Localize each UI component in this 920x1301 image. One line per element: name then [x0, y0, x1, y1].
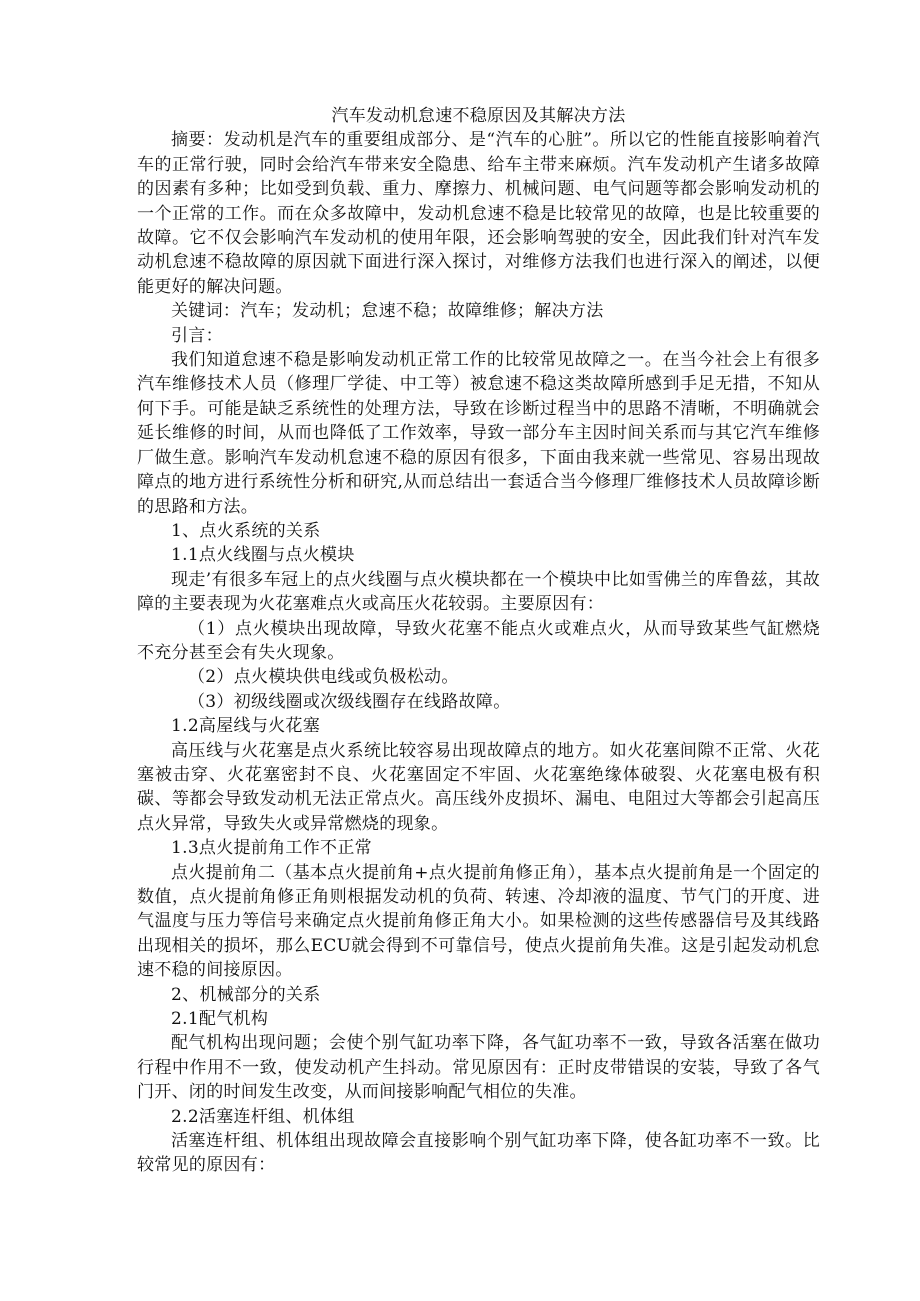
- list-item: （1）点火模块出现故障，导致火花塞不能点火或难点火，从而导致某些气缸燃烧不充分甚至会有失火现象。: [137, 618, 820, 663]
- body-paragraph: 现走’有很多车冠上的点火线圈与点火模块都在一个模块中比如雪佛兰的库鲁兹，其故障的主要表现为火花塞难点火或高压火花较弱。主要原因有：: [137, 569, 820, 615]
- keywords-paragraph: 关键词：汽车；发动机；怠速不稳；故障维修；解决方法: [171, 301, 604, 322]
- intro-label: 引言：: [171, 325, 223, 346]
- section-heading-2: 2、机械部分的关系: [171, 984, 321, 1005]
- subsection-heading-1-2: 1.2高屋线与火花塞: [171, 716, 321, 737]
- document-title: 汽车发动机怠速不稳原因及其解决方法: [331, 106, 626, 126]
- list-item: （2）点火模块供电线或负极松动。: [188, 667, 459, 688]
- document-body: [137, 104, 820, 1178]
- subsection-heading-2-1: 2.1配气机构: [171, 1009, 269, 1030]
- abstract-paragraph: 摘要：发动机是汽车的重要组成部分、是“汽车的心脏”。所以它的性能直接影响着汽车的正常行驶，同时会给汽车带来安全隐患、给车主带来麻烦。汽车发动机产生诸多故障的因素有多种；比如受到负载、重力、摩擦力、机械问题、电气问题等都会影响发动机的一个正常的工作。而在众多故障中，发动机怠速不稳是比较常见的故障，也是比较重要的故障。它不仅会影响汽车发动机的使用年限，还会影响驾驶的安全，因此我们针对汽车发动机怠速不稳故障的原因就下面进行深入探讨，对维修方法我们也进行深入的阐述，以便能更好的解决问题。: [137, 130, 820, 297]
- intro-paragraph: 我们知道怠速不稳是影响发动机正常工作的比较常见故障之一。在当今社会上有很多汽车维修技术人员（修理厂学徒、中工等）被怠速不稳这类故障所感到手足无措，不知从何下手。可能是缺乏系统性的处理方法，导致在诊断过程当中的思路不清晰，不明确就会延长维修的时间，从而也降低了工作效率，导致一部分车主因时间关系而与其它汽车维修厂做生意。影响汽车发动机怠速不稳的原因有很多，下面由我来就一些常见、容易出现故障点的地方进行系统性分析和研究,从而总结出一套适合当今修理厂维修技术人员故障诊断的思路和方法。: [137, 350, 820, 517]
- body-paragraph: 点火提前角二（基本点火提前角+点火提前角修正角），基本点火提前角是一个固定的数值，点火提前角修正角则根据发动机的负荷、转速、冷却液的温度、节气门的开度、进气温度与压力等信号来确定点火提前角修正角大小。如果检测的这些传感器信号及其线路出现相关的损坏，那么ECU就会得到不可靠信号，使点火提前角失准。这是引起发动机怠速不稳的间接原因。: [137, 862, 820, 981]
- section-heading-1: 1、点火系统的关系: [171, 520, 321, 541]
- subsection-heading-1-3: 1.3点火提前角工作不正常: [171, 838, 372, 859]
- body-paragraph: 高压线与火花塞是点火系统比较容易出现故障点的地方。如火花塞间隙不正常、火花塞被击穿、火花塞密封不良、火花塞固定不牢固、火花塞绝缘体破裂、火花塞电极有积碳、等都会导致发动机无法正常点火。高压线外皮损坏、漏电、电阻过大等都会引起高压点火异常，导致失火或异常燃烧的现象。: [137, 740, 820, 834]
- body-paragraph: 活塞连杆组、机体组出现故障会直接影响个别气缸功率下降，使各缸功率不一致。比较常见的原因有：: [137, 1131, 820, 1176]
- list-item: （3）初级线圈或次级线圈存在线路故障。: [188, 691, 511, 712]
- body-paragraph: 配气机构出现问题；会使个别气缸功率下降，各气缸功率不一致，导致各活塞在做功行程中作用不一致，使发动机产生抖动。常见原因有：正时皮带错误的安装，导致了各气门开、闭的时间发生改变，从而间接影响配气相位的失准。: [137, 1033, 820, 1103]
- subsection-heading-1-1: 1.1点火线圈与点火模块: [171, 545, 355, 566]
- subsection-heading-2-2: 2.2活塞连杆组、机体组: [171, 1106, 355, 1127]
